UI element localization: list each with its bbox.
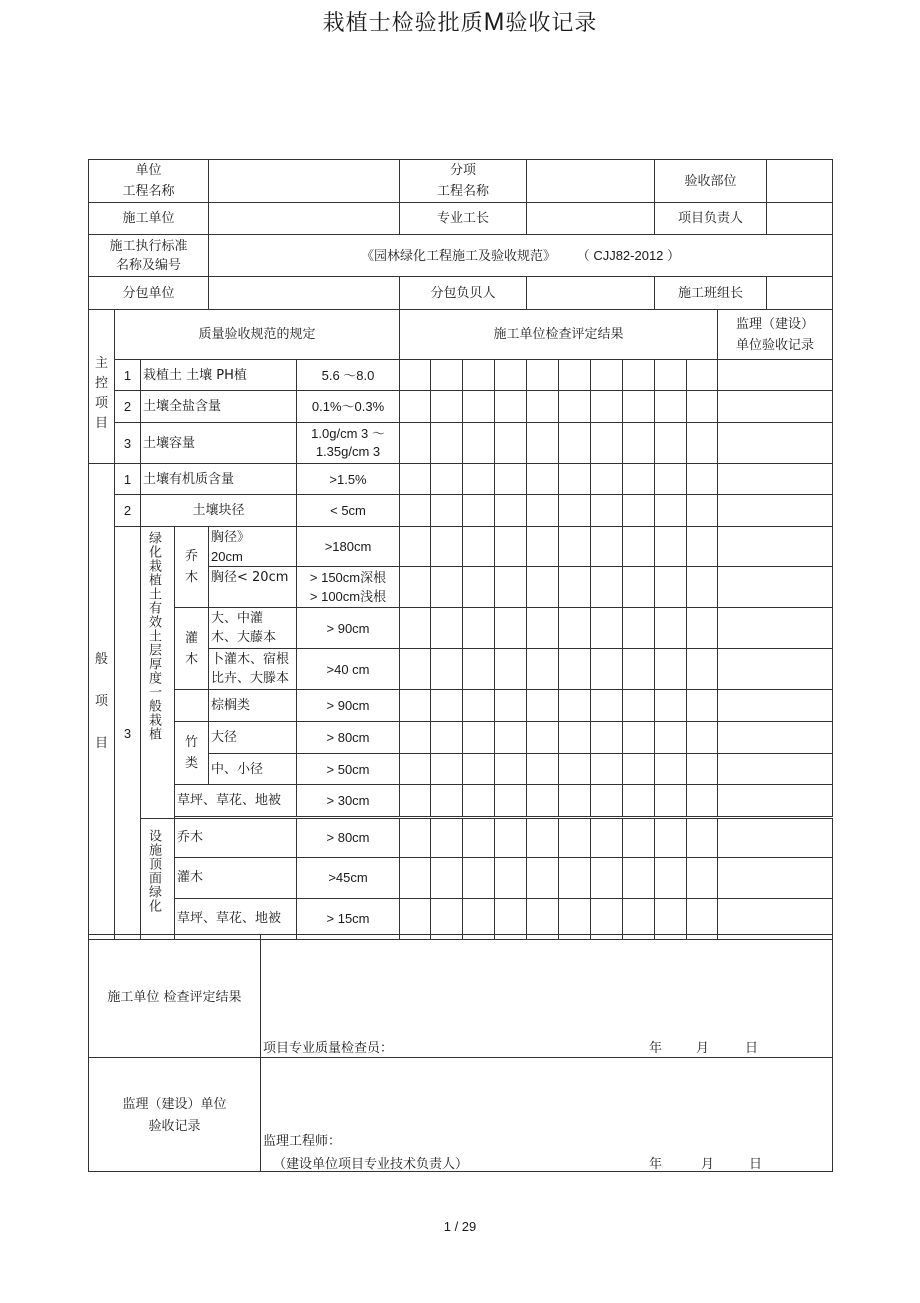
contractor-result-label: 施工单位 检查评定结果 <box>107 990 242 1005</box>
engineer-label: 监理工程师： <box>263 1134 342 1149</box>
table-row: 灌木 大、中灌 木、大藤本 > 90cm <box>89 608 833 649</box>
sub-unit-value[interactable] <box>209 277 400 310</box>
main-items-label: 主控项目 <box>89 310 115 464</box>
subitem-name-value[interactable] <box>527 160 655 203</box>
page-number: 1 / 29 <box>443 1219 477 1234</box>
project-manager-value[interactable] <box>767 203 833 235</box>
conclusion-table: 施工单位 检查评定结果 项目专业质量检查员： 年 月 日 监理（建设）单位 验收记录 监理工程师： （建设单位项目专业技术负责人） 年 月 日 <box>88 934 833 1172</box>
project-manager-label: 项目负责人 <box>655 203 767 235</box>
table-row: 般项目 1 土壤有机质含量 >1.5% <box>89 464 833 495</box>
team-leader-value[interactable] <box>767 277 833 310</box>
table-row: 棕榈类 > 90cm <box>89 690 833 722</box>
standard-value: 《园林绿化工程施工及验收规范》 （ CJJ82-2012 ） <box>209 235 833 277</box>
table-row: 草坪、草花、地被 > 15cm <box>89 898 833 939</box>
table-row: 1 栽植土 土壤 PH植 5.6 ～8.0 <box>89 360 833 391</box>
team-leader-label: 施工班组长 <box>655 277 767 310</box>
document-title: 栽植士检验批质M验收记录 <box>322 8 598 36</box>
accept-part-label: 验收部位 <box>655 160 767 203</box>
table-row: 胸径< 20cm > 150cm深根 > 100cm浅根 <box>89 567 833 608</box>
sub-pm-label: 分包负贝人 <box>400 277 527 310</box>
table-row: 灌木 >45cm <box>89 857 833 898</box>
subitem-name-label: 分项 <box>450 163 477 178</box>
general-items-label: 般项目 <box>89 464 115 940</box>
tree-label: 乔木 <box>184 549 198 585</box>
sub-unit-label: 分包单位 <box>89 277 209 310</box>
standard-label: 施工执行标准 <box>109 238 188 254</box>
inspector-label: 项目专业质量检查员： <box>263 1041 394 1056</box>
roof-greening-label: 设施顶面绿化 <box>146 829 161 913</box>
engineer-sub-label: （建设单位项目专业技术负责人） <box>273 1157 469 1172</box>
table-row: 竹类 大径 > 80cm <box>89 722 833 754</box>
unit-name-value[interactable] <box>209 160 400 203</box>
table-row: 卜灌木、宿根 比卉、大滕本 >40 cm <box>89 649 833 690</box>
table-row: 中、小径 > 50cm <box>89 754 833 785</box>
table-row: 草坪、草花、地被 > 30cm <box>89 785 833 817</box>
foreman-label: 专业工长 <box>400 203 527 235</box>
table-row: 2 土壤全盐含量 0.1%～0.3% <box>89 391 833 423</box>
table-row: 3 土壤容量 1.0g/cm 3 ～ 1.35g/cm 3 <box>89 423 833 464</box>
supervisor-record-label: 监理（建设）单位 <box>122 1097 227 1112</box>
constructor-value[interactable] <box>209 203 400 235</box>
constructor-label: 施工单位 <box>89 203 209 235</box>
table-row: 设施顶面绿化 乔木 > 80cm <box>89 819 833 858</box>
check-column-header: 施工单位检查评定结果 <box>400 310 718 360</box>
accept-part-value[interactable] <box>767 160 833 203</box>
unit-name-label: 单位 <box>135 163 162 178</box>
table-row: 2 土壤块径 < 5cm <box>89 495 833 527</box>
table-row: 3 绿化栽植土有效土层厚度一般栽植 乔木 胸径》 20cm >180cm <box>89 527 833 567</box>
bamboo-label: 竹类 <box>184 735 198 771</box>
sub-pm-value[interactable] <box>527 277 655 310</box>
planting-thickness-label: 绿化栽植土有效土层厚度一般栽植 <box>146 531 161 741</box>
supervisor-record-area[interactable]: 监理工程师： （建设单位项目专业技术负责人） 年 月 日 <box>261 1058 833 1172</box>
foreman-value[interactable] <box>527 203 655 235</box>
spec-column-header: 质量验收规范的规定 <box>115 310 400 360</box>
shrub-label: 灌木 <box>184 630 198 667</box>
inspection-record-table: 单位 工程名称 分项 工程名称 验收部位 施工单位 专业工长 项目负责人 施工执行标准 名称及编号 《园林绿化工程施工及验收规范》 （ CJJ82-2012 ） 分包单位 分包负贝人 施工班组长 主控项目 质量验收规范的规定 施工单位检查评定结果 监理（建设） 单位验收记录 1 栽植土 土壤 PH植 5.6 ～8.0 2 土壤全盐含量 0.1%～0.3% 3 土壤容量 1.0g/cm 3 ～ 1.35g/cm 3 般项目 1 土壤有机质含量 >1.5% 2 土壤块径 < 5cm 3 绿化栽植土有效土层厚度一般栽植 乔木 胸径》 20cm >180cm 胸径< 20cm > 150cm深根 > 100cm浅根 灌木 大、中灌 木、大藤本 > 90cm 卜灌木、宿根 比卉、大滕本 >40 cm 棕榈类 > 90cm 竹类 大径 > 80cm 中、小径 > 50cm 草坪、草花、地被 > 30cm 设施顶面绿化 乔木 > 80cm 灌木 >45cm 草坪、草花、地被 > 15cm <box>88 159 833 940</box>
supervise-column-header: 监理（建设） <box>736 316 815 332</box>
contractor-result-area[interactable]: 项目专业质量检查员： 年 月 日 <box>261 935 833 1058</box>
